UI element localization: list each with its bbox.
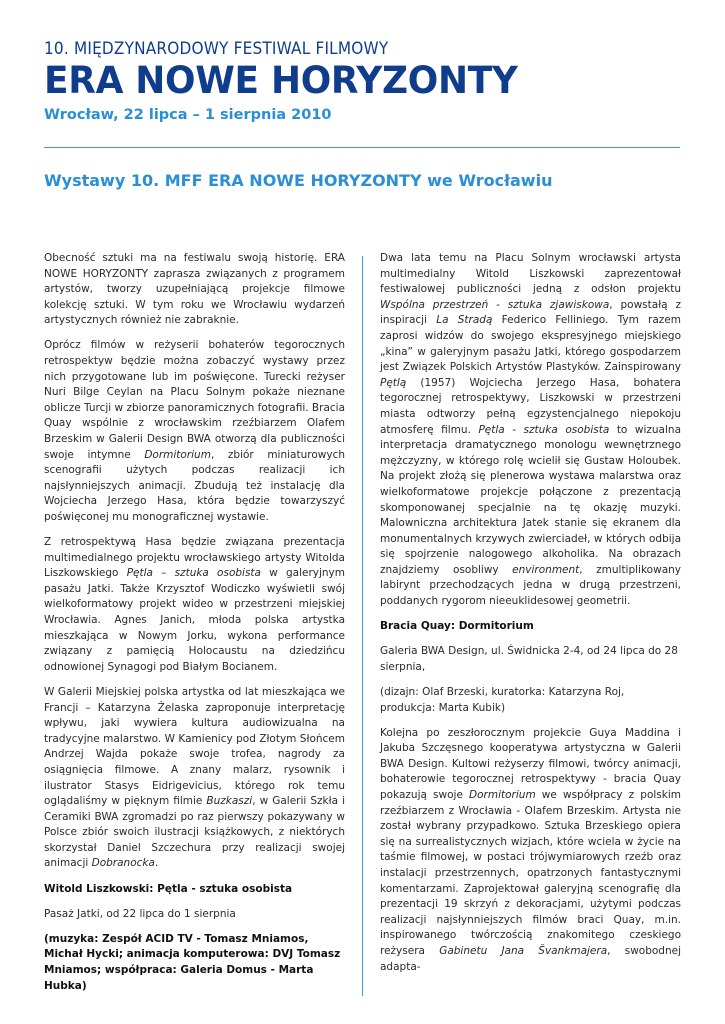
document-header xyxy=(44,38,684,125)
left-column xyxy=(44,251,345,1004)
left-subheading: Witold Liszkowski: Pętla - sztuka osobista xyxy=(44,882,293,895)
left-paragraph-2: Oprócz filmów w reżyserii bohaterów tegorocznych retrospektyw będzie można zobaczyć wystawy przez nich przygotowane lub im poświęcone. Turecki reżyser Nuri Bilge Ceylan na Placu Solnym pokaże nieznane oblicze Turcji w zbiorze panoramicznych fotografii. Bracia Quay wspólnie z wrocławskim rzeźbiarzem Olafem Brzeskim w Galerii Design BWA otworzą dla publiczności swoje intymne Dormitorium, zbiór miniaturowych scenografii użytych podczas realizacji ich najsłynniejszych animacji. Zbudują też instalację dla Wojciecha Jerzego Hasa, która będzie towarzyszyć poświęconej mu monograficznej wystawie. xyxy=(44,339,345,523)
right-column xyxy=(380,251,681,985)
left-paragraph-4: W Galerii Miejskiej polska artystka od lat mieszkająca we Francji – Katarzyna Żelaska zaproponuje interpretację wpływu, jaki wywiera kultura audiowizualna na tradycyjne malarstwo. W Kamienicy pod Złotym Słońcem Andrzej Wajda pokaże swoje trofea, nagrody za osiągnięcia filmowe. A znany malarz, rysownik i ilustrator Stasys Eidrigevicius, którego rok temu oglądaliśmy w pięknym filmie Buzkaszi, w Galerii Szkła i Ceramiki BWA zgromadzi po raz pierwszy pokazywany w Polsce zbiór swoich ilustracji książkowych, z niektórych skorzystał Daniel Szczechura przy realizacji swojej animacji Dobranocka. xyxy=(44,685,345,870)
festival-line: 10. MIĘDZYNARODOWY FESTIWAL FILMOWY xyxy=(44,39,389,59)
left-credits: (muzyka: Zespół ACID TV - Tomasz Mniamos, Michał Hycki; animacja komputerowa: DVJ Tomasz Mniamos; współpraca: Galeria Domus - Marta Hubka) xyxy=(44,932,341,992)
festival-dates: Wrocław, 22 lipca – 1 sierpnia 2010 xyxy=(44,107,332,123)
left-paragraph-1: Obecność sztuki ma na festiwalu swoją historię. ERA NOWE HORYZONTY zaprasza związanych z programem artystów, tworzy uzupełniającą projekcje filmowe kolekcję sztuki. W tym roku we Wrocławiu wydarzeń artystycznych również nie zabraknie. xyxy=(44,252,345,327)
right-paragraph-2: Kolejna po zeszłorocznym projekcie Guya Maddina i Jakuba Szczęsnego kooperatywa artystyczna w Galerii BWA Design. Kultowi reżyserzy filmowi, twórcy animacji, bohaterowie tegorocznej retrospektywy - bracia Quay pokazują swoje Dormitorium we współpracy z polskim rzeźbiarzem z Wrocławia - Olafem Brzeskim. Artysta nie został wybrany przypadkowo. Sztuka Brzeskiego opiera się na surrealistycznych wizjach, które wciela w życie na taśmie filmowej, w postaci trójwymiarowych rzeźb oraz instalacji przestrzennych, opatrzonych fantastycznymi komentarzami. Zaprojektował galeryjną scenografię dla prezentacji 19 skrzyń z dekoracjami, użytymi podczas realizacji najsłynniejszych filmów braci Quay, m.in. inspirowanego twórczością znakomitego czeskiego reżysera Gabinetu Jana Švankmajera, swobodnej adapta- xyxy=(380,726,681,973)
festival-title: ERA NOWE HORYZONTY xyxy=(44,59,518,102)
section-title: Wystawy 10. MFF ERA NOWE HORYZONTY we Wrocławiu xyxy=(44,171,553,190)
right-venue-dates: Galeria BWA Design, ul. Świdnicka 2-4, od 24 lipca do 28 sierpnia, xyxy=(380,645,678,673)
left-paragraph-3: Z retrospektywą Hasa będzie związana prezentacja multimedialnego projektu wrocławskiego artysty Witolda Liszkowskiego Pętla – sztuka osobista w galeryjnym pasażu Jatki. Także Krzysztof Wodiczko wyświetli swój wielkoformatowy projekt wideo w przestrzeni miejskiej Wrocławia. Agnes Janich, młoda polska artystka mieszkająca w Nowym Jorku, wykona performance związany z pamięcią Holocaustu na dziedzińcu odnowionej Synagogi pod Białym Bocianem. xyxy=(44,536,345,673)
right-paragraph-1: Dwa lata temu na Placu Solnym wrocławski artysta multimedialny Witold Liszkowski zaprezentował festiwalowej publiczności jedną z odsłon projektu Wspólna przestrzeń - sztuka zjawiskowa, powstałą z inspiracji La Stradą Federico Felliniego. Tym razem zaprosi widzów do swojego ekspresyjnego miejskiego „kina” w galeryjnym pasażu Jatki, którego gospodarzem jest Związek Polskich Artystów Plastyków. Zainspirowany Pętlą (1957) Wojciecha Jerzego Hasa, bohatera tegorocznej retrospektywy, Liszkowski w przestrzeni miasta odtworzy pełną egzystencjalnego niepokoju atmosferę filmu. Pętla - sztuka osobista to wizualna interpretacja dramatycznego monologu wewnętrznego mężczyzny, w którego rolę wcielił się Gustaw Holoubek. Na projekt złożą się plenerowa wystawa malarstwa oraz wielkoformatowe projekcje połączone z prezentacją skomponowanej specjalnie na tę okazję muzyki. Malowniczna architektura Jatek stanie się ekranem dla monumentalnych krzywych zwierciadeł, w których odbija się spojrzenie nalogowego alkoholika. Na obrazach znajdziemy osobliwy environment, zmultiplikowany labirynt przechodzących jedna w drugą przestrzeni, poddanych rygorom nieeuklidesowej geometrii. xyxy=(380,252,682,608)
left-venue-dates: Pasaż Jatki, od 22 lipca do 1 sierpnia xyxy=(44,907,236,920)
column-divider xyxy=(362,256,363,996)
header-divider xyxy=(44,147,680,148)
right-credits: (dizajn: Olaf Brzeski, kuratorka: Katarzyna Roj, produkcja: Marta Kubik) xyxy=(380,685,625,714)
right-subheading: Bracia Quay: Dormitorium xyxy=(380,620,534,633)
